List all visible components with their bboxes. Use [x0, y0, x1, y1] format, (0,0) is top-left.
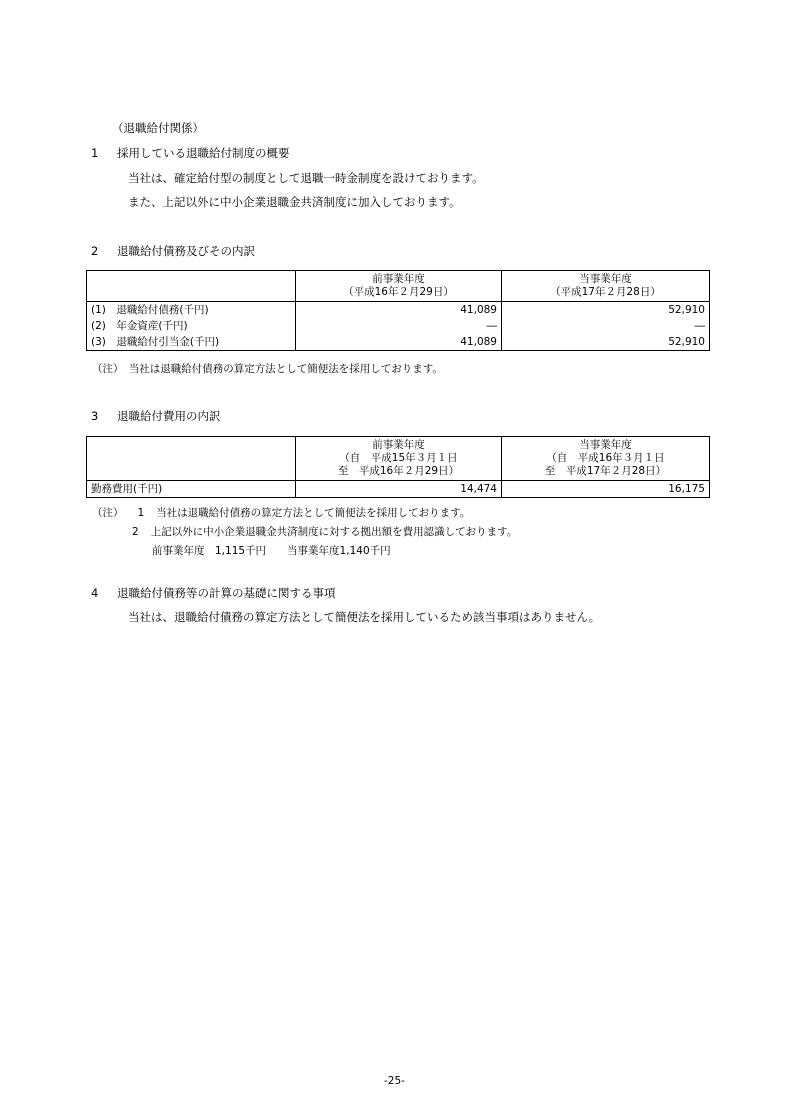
- row-curr-value: ―: [502, 318, 710, 334]
- header-prev-line1: 前事業年度: [372, 439, 425, 451]
- table-row: [87, 481, 710, 498]
- header-prev-line2: （自 平成15年３月１日: [339, 452, 458, 464]
- header-label-cell: [87, 437, 296, 481]
- section-2-note: （注） 当社は退職給付債務の算定方法として簡便法を採用しております。: [92, 363, 443, 375]
- row-curr-value: 52,910: [502, 334, 710, 351]
- header-label-cell: [87, 271, 296, 302]
- table-row: [87, 302, 710, 319]
- section-1-line-1: 当社は、確定給付型の制度として退職一時金制度を設けております。: [128, 171, 484, 185]
- section-3-note-2-detail: 前事業年度 1,115千円 当事業年度1,140千円: [152, 545, 391, 557]
- section-title: （退職給付関係）: [112, 121, 204, 135]
- row-prev-value: ―: [296, 318, 502, 334]
- row-prev-value: 14,474: [296, 481, 502, 498]
- section-4-number: 4: [91, 586, 99, 600]
- section-2-heading: [91, 243, 255, 259]
- header-prev-year: [296, 437, 502, 481]
- section-1-line-2: また、上記以外に中小企業退職金共済制度に加入しております。: [128, 195, 461, 209]
- note-1-text: 当社は退職給付債務の算定方法として簡便法を採用しております。: [156, 507, 471, 519]
- header-curr-year: [502, 271, 710, 302]
- section-4-line: 当社は、退職給付債務の算定方法として簡便法を採用しているため該当事項はありません。: [128, 610, 601, 624]
- header-prev-line1: 前事業年度: [372, 273, 425, 285]
- row-curr-value: 52,910: [502, 302, 710, 319]
- section-3-note-2: [132, 524, 517, 539]
- note-2-number: 2: [132, 526, 139, 538]
- section-1-heading-text: 採用している退職給付制度の概要: [117, 146, 290, 160]
- row-label: (2) 年金資産(千円): [87, 318, 296, 334]
- table-row: [87, 334, 710, 351]
- header-prev-line2: （平成16年２月29日）: [343, 286, 454, 298]
- note-2-text: 上記以外に中小企業退職金共済制度に対する拠出額を費用認識しております。: [150, 526, 518, 538]
- header-curr-line1: 当事業年度: [579, 273, 632, 285]
- note-1-number: 1: [137, 507, 145, 519]
- section-4-heading: [91, 585, 336, 601]
- row-curr-value: 16,175: [502, 481, 710, 498]
- section-1-heading: [91, 145, 290, 161]
- section-2-heading-text: 退職給付債務及びその内訳: [117, 244, 255, 258]
- table-header-row: [87, 437, 710, 481]
- row-prev-value: 41,089: [296, 302, 502, 319]
- section-3-number: 3: [91, 409, 99, 423]
- row-label: (1) 退職給付債務(千円): [87, 302, 296, 319]
- section-2-number: 2: [91, 244, 99, 258]
- header-prev-line3: 至 平成16年２月29日）: [337, 465, 460, 477]
- page-number: -25-: [384, 1075, 405, 1087]
- header-curr-line1: 当事業年度: [579, 439, 632, 451]
- section-3-heading-text: 退職給付費用の内訳: [117, 409, 221, 423]
- header-curr-line3: 至 平成17年２月28日）: [544, 465, 667, 477]
- header-prev-year: [296, 271, 502, 302]
- header-curr-line2: （平成17年２月28日）: [550, 286, 661, 298]
- table-row: [87, 318, 710, 334]
- notes-prefix: （注）: [92, 507, 124, 519]
- row-label: 勤務費用(千円): [87, 481, 296, 498]
- table-header-row: [87, 271, 710, 302]
- section-3-notes: [92, 505, 470, 520]
- expense-table: [86, 436, 710, 498]
- header-curr-line2: （自 平成16年３月１日: [546, 452, 665, 464]
- row-label: (3) 退職給付引当金(千円): [87, 334, 296, 351]
- obligation-table: [86, 270, 710, 351]
- section-3-heading: [91, 408, 221, 424]
- section-4-heading-text: 退職給付債務等の計算の基礎に関する事項: [117, 586, 336, 600]
- row-prev-value: 41,089: [296, 334, 502, 351]
- section-1-number: 1: [91, 146, 99, 160]
- header-curr-year: [502, 437, 710, 481]
